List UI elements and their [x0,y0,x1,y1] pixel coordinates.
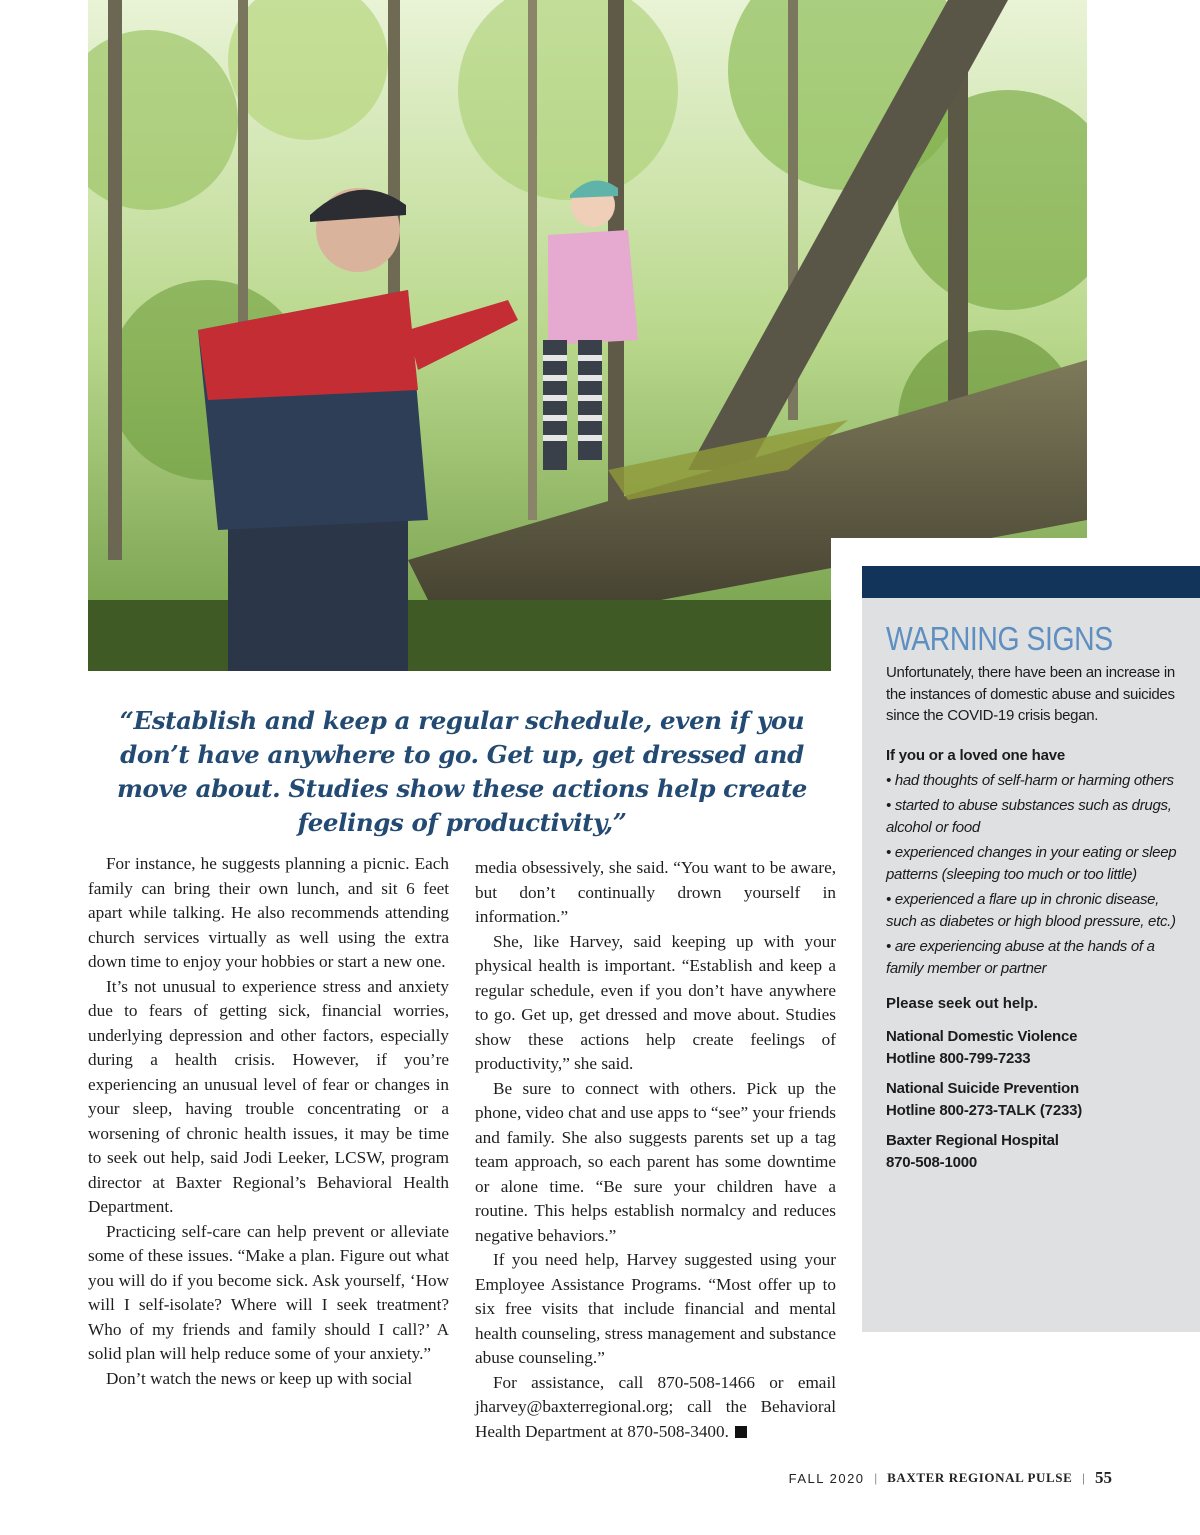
pull-quote: “Establish and keep a regular schedule, even if you don’t have anywhere to go. Get up, get dressed and move about. Studies show these actions help create feelings of productivity,” [117,706,807,837]
contact-name: Baxter Regional Hospital [886,1132,1059,1149]
warning-sign-item: • experienced changes in your eating or sleep patterns (sleeping too much or too little) [886,844,1177,883]
contact-phone: Hotline 800-273-TALK (7233) [886,1102,1083,1119]
paragraph: It’s not unusual to experience stress and anxiety due to fears of getting sick, financial worries, underlying depression and other factors, especially during a health crisis. However, if you’re experiencing an unusual level of fear or changes in your sleep, having trouble concentrating or a worsening of chronic health issues, it may be time to seek out help, said Jodi Leeker, LCSW, program director at Baxter Regional’s Behavioral Health Department. [88,976,449,1216]
paragraph: media obsessively, she said. “You want to be aware, but don’t continually drown yourself in information.” [475,858,836,926]
paragraph-text: For assistance, call 870-508-1466 or email jharvey@baxterregional.org; call the Behavioral Health Department at 870-508-3400. [475,1372,836,1441]
footer-divider: | [1082,1470,1085,1485]
paragraph-final [475,1371,836,1445]
warning-sign-item: • experienced a flare up in chronic disease, such as diabetes or high blood pressure, etc.) [886,891,1176,930]
paragraph: If you need help, Harvey suggested using your Employee Assistance Programs. “Most offer up to six free visits that include financial and mental health counseling, stress management and substance abuse counseling.” [475,1250,836,1367]
paragraph: Don’t watch the news or keep up with social [106,1368,413,1388]
magazine-name: BAXTER REGIONAL PULSE [887,1470,1073,1485]
warning-signs-sidebar [862,598,1200,1332]
article-column-2 [475,856,836,1444]
contact-phone: Hotline 800-799-7233 [886,1050,1031,1067]
contact-name: National Suicide Prevention [886,1080,1079,1097]
sidebar-accent-bar [862,566,1200,598]
warning-sign-item: • started to abuse substances such as drugs, alcohol or food [886,797,1172,836]
contact-phone: 870-508-1000 [886,1154,978,1171]
paragraph: Be sure to connect with others. Pick up the phone, video chat and use apps to “see” your friends and family. She also suggests parents set up a tag team approach, so each parent has some downtime or alone time. “Be sure your children have a routine. This helps establish normalcy and reduces negative behaviors.” [475,1078,836,1245]
contact-name: National Domestic Violence [886,1028,1078,1045]
paragraph: For instance, he suggests planning a picnic. Each family can bring their own lunch, and sit 6 feet apart while talking. He also recommends attending church services virtually as well using the extra down time to enjoy your hobbies or start a new one. [88,854,449,971]
contact-domestic-violence [886,1026,1186,1070]
contact-suicide-prevention [886,1078,1186,1122]
issue-season: FALL 2020 [788,1470,865,1486]
page-footer [789,1468,1112,1488]
warning-sign-item: • had thoughts of self-harm or harming others [886,771,1174,789]
contact-baxter-hospital [886,1130,1186,1174]
article-column-1 [88,852,449,1391]
footer-divider: | [874,1470,878,1485]
sidebar-title: WARNING SIGNS [886,620,1113,657]
sidebar-lead: If you or a loved one have [886,746,1066,764]
warning-sign-item: • are experiencing abuse at the hands of a family member or partner [886,938,1155,977]
paragraph: She, like Harvey, said keeping up with your physical health is important. “Establish and keep a regular schedule, even if you don’t have anywhere to go. Get up, get dressed and move about. Studies show these actions help create feelings of productivity,” she said. [475,931,836,1073]
warning-signs-list [886,770,1186,980]
end-mark-icon [735,1426,747,1438]
seek-help-text: Please seek out help. [886,995,1038,1012]
paragraph: Practicing self-care can help prevent or alleviate some of these issues. “Make a plan. Figure out what you will do if you become sick. Ask yourself, ‘How will I self-isolate? Where will I seek treatment? Who of my friends and family should I call?’ A solid plan will help reduce some of your anxiety.” [88,1221,449,1363]
page-number: 55 [1095,1468,1112,1487]
sidebar-intro: Unfortunately, there have been an increase in the instances of domestic abuse and suicides since the COVID-19 crisis began. [886,664,1175,724]
